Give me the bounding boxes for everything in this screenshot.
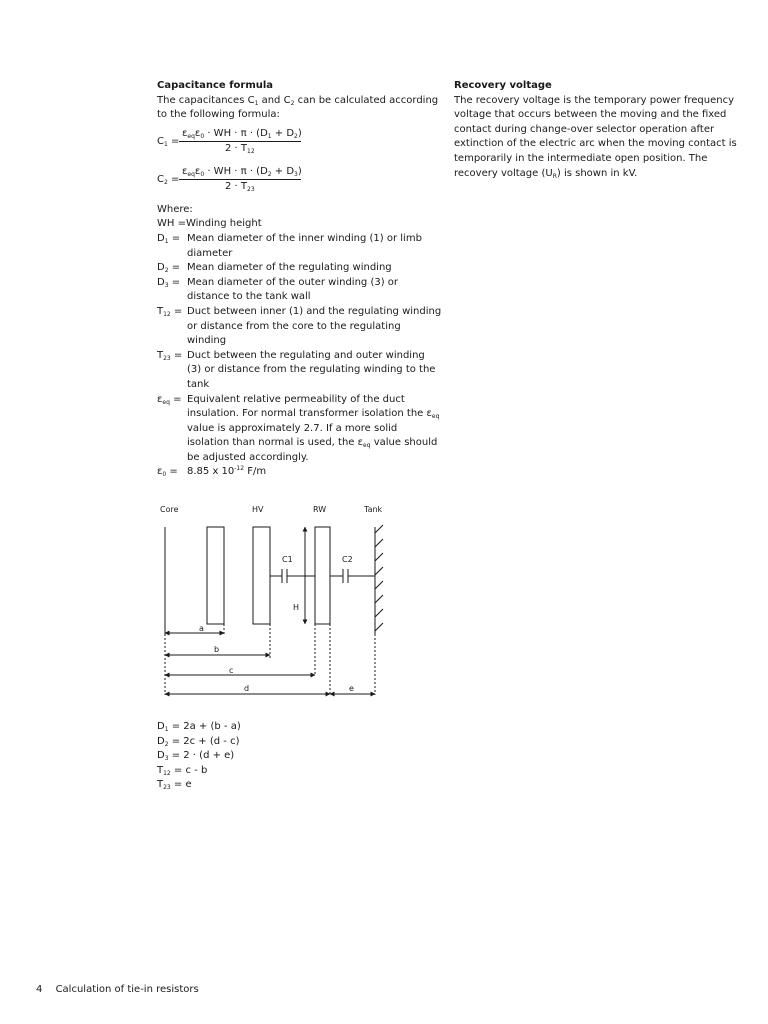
- tank-hatching: [375, 525, 383, 631]
- equation-t23: $T_{23} = e$: [157, 779, 192, 792]
- capacitance-section: [157, 79, 442, 480]
- equation-d1: $D_1 = 2a + (b - a)$: [157, 721, 241, 733]
- recovery-heading: Recovery voltage: [454, 80, 552, 91]
- label-hv: HV: [252, 505, 264, 514]
- definitions-list: [157, 203, 442, 480]
- diameter-equations: [157, 720, 357, 793]
- capacitance-heading: Capacitance formula: [157, 80, 274, 91]
- definition-eps0: $\varepsilon_0$ = 8.85 x $10^{-12}$ F/m: [157, 465, 267, 479]
- extension-lines: [165, 624, 375, 695]
- inner-winding: [207, 527, 224, 624]
- equation-d3: $D_3 = 2 \cdot (d + e)$: [157, 750, 235, 763]
- hv-winding: [253, 527, 270, 624]
- label-c2: C2: [342, 555, 353, 564]
- label-core: Core: [160, 505, 179, 514]
- capacitor-c1: [270, 569, 315, 583]
- capacitor-c2: [330, 569, 375, 583]
- label-b: b: [214, 645, 220, 654]
- recovery-text: The recovery voltage is the temporary power frequency voltage that occurs between the moving and the fixed contact during change-over selector operation after extinction of the electric arc when the moving contact is temporarily in the intermediate open position. The recovery voltage $(U_R)$ is shown in kV.: [454, 94, 737, 180]
- definition-d2: $D_2$ = Mean diameter of the regulating winding: [157, 262, 392, 275]
- definition-d3: $D_3$ = Mean diameter of the outer winding (3) or distance to the tank wall: [157, 276, 399, 303]
- formula-c2: $C_2$ = $\varepsilon_{eq}\varepsilon_0$ · WH · $\pi \cdot (D_2 + D_3)$ $2 \cdot T_{23}$: [157, 165, 302, 193]
- definition-eps-eq: $\varepsilon_{eq}$ = Equivalent relative permeability of the duct insulation. For normal transformer isolation the $\varepsilon_{eq}$ value is approximately 2.7. If a more solid isolation than normal is used, the $\varepsilon_{eq}$ value should be adjusted accordingly.: [157, 393, 440, 463]
- rw-winding: [315, 527, 330, 624]
- definition-t23: $T_{23}$ = Duct between the regulating and outer winding (3) or distance from the regulating winding to the tank: [157, 349, 436, 390]
- formula-c1: $C_1$ = $\varepsilon_{eq}\varepsilon_0$ · WH · $\pi \cdot (D_1 + D_2)$ $2 \cdot T_{12}$: [157, 127, 302, 155]
- equation-d2: $D_2 = 2c + (d - c)$: [157, 735, 240, 748]
- label-e: e: [349, 684, 354, 693]
- label-d: d: [244, 684, 250, 693]
- label-rw: RW: [313, 505, 327, 514]
- label-c1: C1: [282, 555, 293, 564]
- label-a: a: [199, 624, 204, 633]
- equation-t12: $T_{12} = c - b$: [157, 764, 208, 777]
- label-c: c: [229, 666, 234, 675]
- label-tank: Tank: [364, 505, 383, 514]
- definition-wh: WH = Winding height: [157, 218, 262, 230]
- page-number: 4: [36, 984, 43, 995]
- definition-d1: $D_1$ = Mean diameter of the inner winding (1) or limb diameter: [157, 232, 422, 259]
- label-h: H: [293, 603, 300, 612]
- definition-t12: $T_{12}$ = Duct between inner (1) and the regulating winding or distance from the core to the regulating winding: [157, 305, 442, 347]
- winding-diagram: [157, 500, 397, 700]
- page-footer: [36, 983, 199, 998]
- recovery-section: [454, 79, 739, 181]
- capacitance-intro: The capacitances $C_1$ and $C_2$ can be calculated according to the following formula:: [157, 94, 439, 121]
- where-label: Where:: [157, 203, 193, 215]
- footer-title: Calculation of tie-in resistors: [55, 984, 199, 995]
